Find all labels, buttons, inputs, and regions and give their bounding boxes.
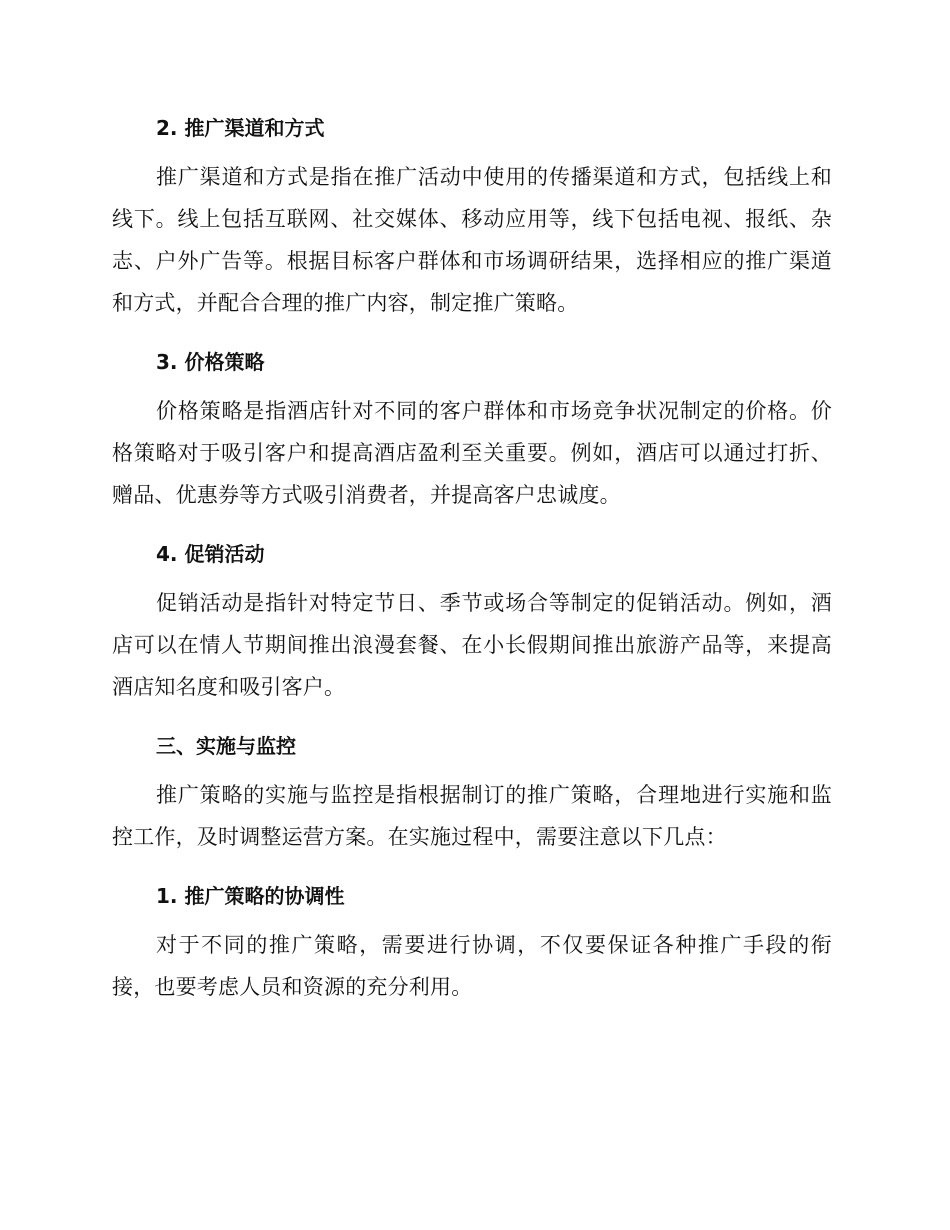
section-paragraph-implementation: 推广策略的实施与监控是指根据制订的推广策略，合理地进行实施和监控工作，及时调整运营方案。在实施过程中，需要注意以下几点：	[112, 783, 832, 849]
section-paragraph-pricing: 价格策略是指酒店针对不同的客户群体和市场竞争状况制定的价格。价格策略对于吸引客户和提高酒店盈利至关重要。例如，酒店可以通过打折、赠品、优惠券等方式吸引消费者，并提高客户忠诚度。	[112, 399, 832, 507]
section-heading-implementation: 三、实施与监控	[156, 734, 296, 758]
document-page	[112, 108, 832, 1026]
section-heading-coordination: 1. 推广策略的协调性	[156, 884, 345, 908]
section-paragraph-coordination: 对于不同的推广策略，需要进行协调，不仅要保证各种推广手段的衔接，也要考虑人员和资源的充分利用。	[112, 933, 832, 999]
section-paragraph-channels: 推广渠道和方式是指在推广活动中使用的传播渠道和方式，包括线上和线下。线上包括互联网、社交媒体、移动应用等，线下包括电视、报纸、杂志、户外广告等。根据目标客户群体和市场调研结果，选择相应的推广渠道和方式，并配合合理的推广内容，制定推广策略。	[112, 165, 832, 315]
section-heading-pricing: 3. 价格策略	[156, 350, 265, 374]
section-heading-promotions: 4. 促销活动	[156, 542, 265, 566]
section-paragraph-promotions: 促销活动是指针对特定节日、季节或场合等制定的促销活动。例如，酒店可以在情人节期间推出浪漫套餐、在小长假期间推出旅游产品等，来提高酒店知名度和吸引客户。	[112, 591, 832, 699]
section-heading-channels: 2. 推广渠道和方式	[156, 116, 325, 140]
